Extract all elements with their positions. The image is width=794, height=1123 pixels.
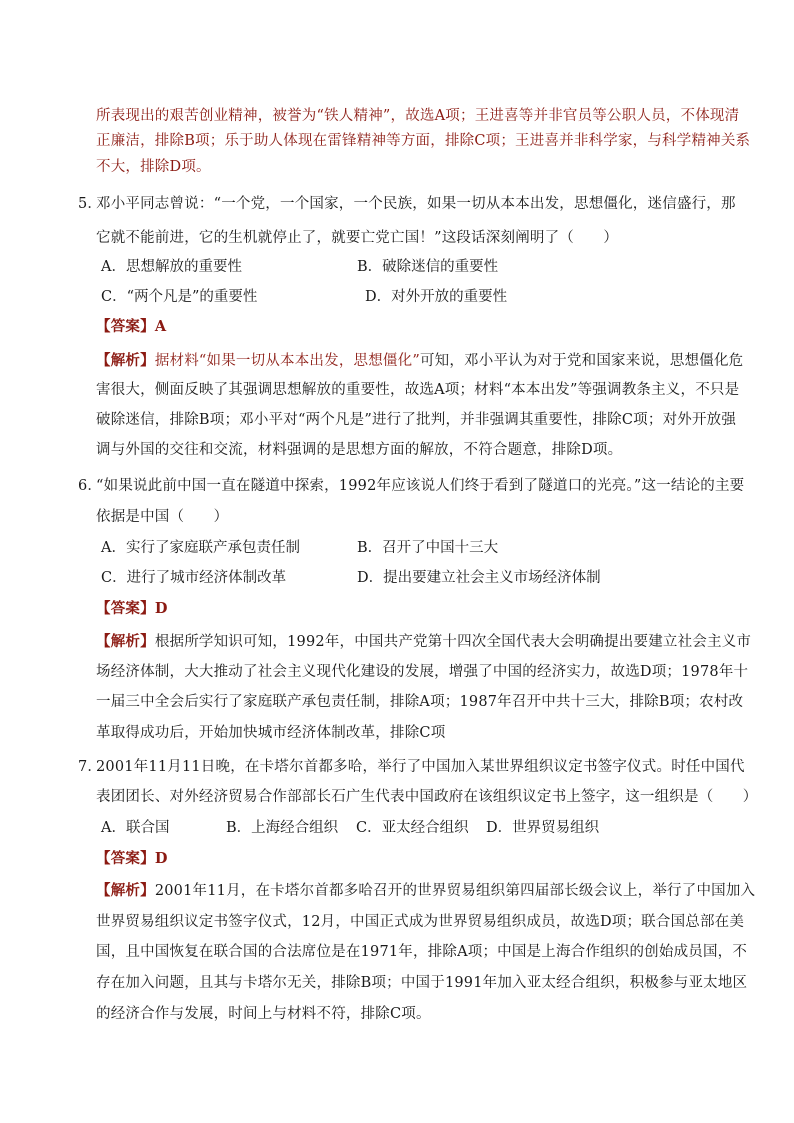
answer-value: D bbox=[154, 600, 168, 617]
question-7-analysis-line-2: 世界贸易组织议定书签字仪式，12月，中国正式成为世界贸易组织成员，故选D项；联合国总部在美 bbox=[96, 914, 745, 930]
question-7-answer bbox=[96, 849, 168, 869]
analysis-segment: “如果一切从本本出发，思想僵化” bbox=[198, 353, 420, 369]
question-5-number: 5． bbox=[78, 196, 103, 212]
question-6-analysis-line-2: 场经济体制，大大推动了社会主义现代化建设的发展，增强了中国的经济实力，故选D项；1978年十 bbox=[96, 664, 749, 680]
question-6-option-b: B．召开了中国十三大 bbox=[357, 540, 499, 556]
question-6-stem-line-1: “如果说此前中国一直在隧道中探索，1992年应该说人们终于看到了隧道口的光亮。”这一结论的主要 bbox=[96, 478, 745, 494]
question-5-option-a: A．思想解放的重要性 bbox=[101, 259, 242, 275]
answer-value: D bbox=[154, 850, 168, 867]
analysis-segment: 2001年11月，在卡塔尔首都多哈召开的世界贸易组织第四届部长级会议上，举行了中国加入 bbox=[154, 883, 756, 899]
question-6-option-c: C．进行了城市经济体制改革 bbox=[101, 570, 287, 586]
answer-label: 【答案】 bbox=[96, 600, 155, 617]
analysis-segment: 可知，邓小平认为对于党和国家来说，思想僵化危 bbox=[419, 353, 744, 369]
question-7-option-c: C．亚太经合组织 bbox=[356, 820, 469, 836]
question-5-stem-line-2: 它就不能前进，它的生机就停止了，就要亡党亡国！”这段话深刻阐明了（ ） bbox=[96, 230, 619, 246]
question-6-stem-line-2: 依据是中国（ ） bbox=[96, 509, 229, 525]
question-5-analysis-line-4: 调与外国的交往和交流，材料强调的是思想方面的解放，不符合题意，排除D项。 bbox=[96, 442, 623, 458]
analysis-label: 【解析】 bbox=[96, 352, 155, 369]
question-7-stem-line-1: 2001年11月11日晚，在卡塔尔首都多哈，举行了中国加入某世界组织议定书签字仪式。时任中国代 bbox=[96, 759, 745, 775]
analysis-segment: 据材料 bbox=[154, 353, 199, 369]
question-7-number: 7． bbox=[78, 759, 103, 775]
question-7-analysis-line-1 bbox=[96, 881, 755, 901]
question-7-analysis-line-3: 国，且中国恢复在联合国的合法席位是在1971年，排除A项；中国是上海合作组织的创始成员国，不 bbox=[96, 944, 748, 960]
analysis-label: 【解析】 bbox=[96, 633, 155, 650]
answer-value: A bbox=[154, 318, 167, 335]
prev-analysis-line-3: 不大，排除D项。 bbox=[96, 159, 211, 175]
question-6-number: 6． bbox=[78, 478, 103, 494]
question-6-option-a: A．实行了家庭联产承包责任制 bbox=[101, 540, 300, 556]
question-7-analysis-line-5: 的经济合作与发展，时间上与材料不符，排除C项。 bbox=[96, 1006, 431, 1022]
question-5-analysis-line-1 bbox=[96, 351, 743, 371]
question-6-analysis-line-1 bbox=[96, 632, 751, 652]
answer-label: 【答案】 bbox=[96, 318, 155, 335]
prev-analysis-line-2: 正廉洁，排除B项；乐于助人体现在雷锋精神等方面，排除C项；王进喜并非科学家，与科学精神关系 bbox=[96, 133, 751, 149]
question-6-answer bbox=[96, 599, 168, 619]
question-6-analysis-line-4: 革取得成功后，开始加快城市经济体制改革，排除C项 bbox=[96, 725, 446, 741]
question-7-option-a: A．联合国 bbox=[101, 820, 170, 836]
question-6-analysis-line-3: 一届三中全会后实行了家庭联产承包责任制，排除A项；1987年召开中共十三大，排除B项；农村改 bbox=[96, 694, 744, 710]
question-6-option-d: D．提出要建立社会主义市场经济体制 bbox=[357, 570, 601, 586]
question-5-option-c: C．“两个凡是”的重要性 bbox=[101, 289, 258, 305]
question-5-option-b: B．破除迷信的重要性 bbox=[357, 259, 499, 275]
question-7-stem-line-2: 表团团长、对外经济贸易合作部部长石广生代表中国政府在该组织议定书上签字，这一组织是（ ） bbox=[96, 789, 758, 805]
question-7-option-d: D．世界贸易组织 bbox=[486, 820, 600, 836]
question-7-option-b: B．上海经合组织 bbox=[226, 820, 339, 836]
analysis-label: 【解析】 bbox=[96, 882, 155, 899]
question-5-analysis-line-2: 害很大，侧面反映了其强调思想解放的重要性，故选A项；材料“本本出发”等强调教条主义，不只是 bbox=[96, 382, 740, 398]
question-5-answer bbox=[96, 317, 166, 337]
question-5-option-d: D．对外开放的重要性 bbox=[365, 289, 508, 305]
question-5-stem-line-1: 邓小平同志曾说：“一个党，一个国家，一个民族，如果一切从本本出发，思想僵化，迷信盛行，那 bbox=[96, 196, 736, 212]
question-7-analysis-line-4: 存在加入问题，且其与卡塔尔无关，排除B项；中国于1991年加入亚太经合组织，积极参与亚太地区 bbox=[96, 975, 748, 991]
analysis-segment: 根据所学知识可知，1992年，中国共产党第十四次全国代表大会明确提出要建立社会主义市 bbox=[154, 634, 752, 650]
prev-analysis-line-1: 所表现出的艰苦创业精神，被誉为“铁人精神”，故选A项；王进喜等并非官员等公职人员，不体现清 bbox=[96, 108, 740, 124]
question-5-analysis-line-3: 破除迷信，排除B项；邓小平对“两个凡是”进行了批判，并非强调其重要性，排除C项；对外开放强 bbox=[96, 412, 737, 428]
answer-label: 【答案】 bbox=[96, 850, 155, 867]
